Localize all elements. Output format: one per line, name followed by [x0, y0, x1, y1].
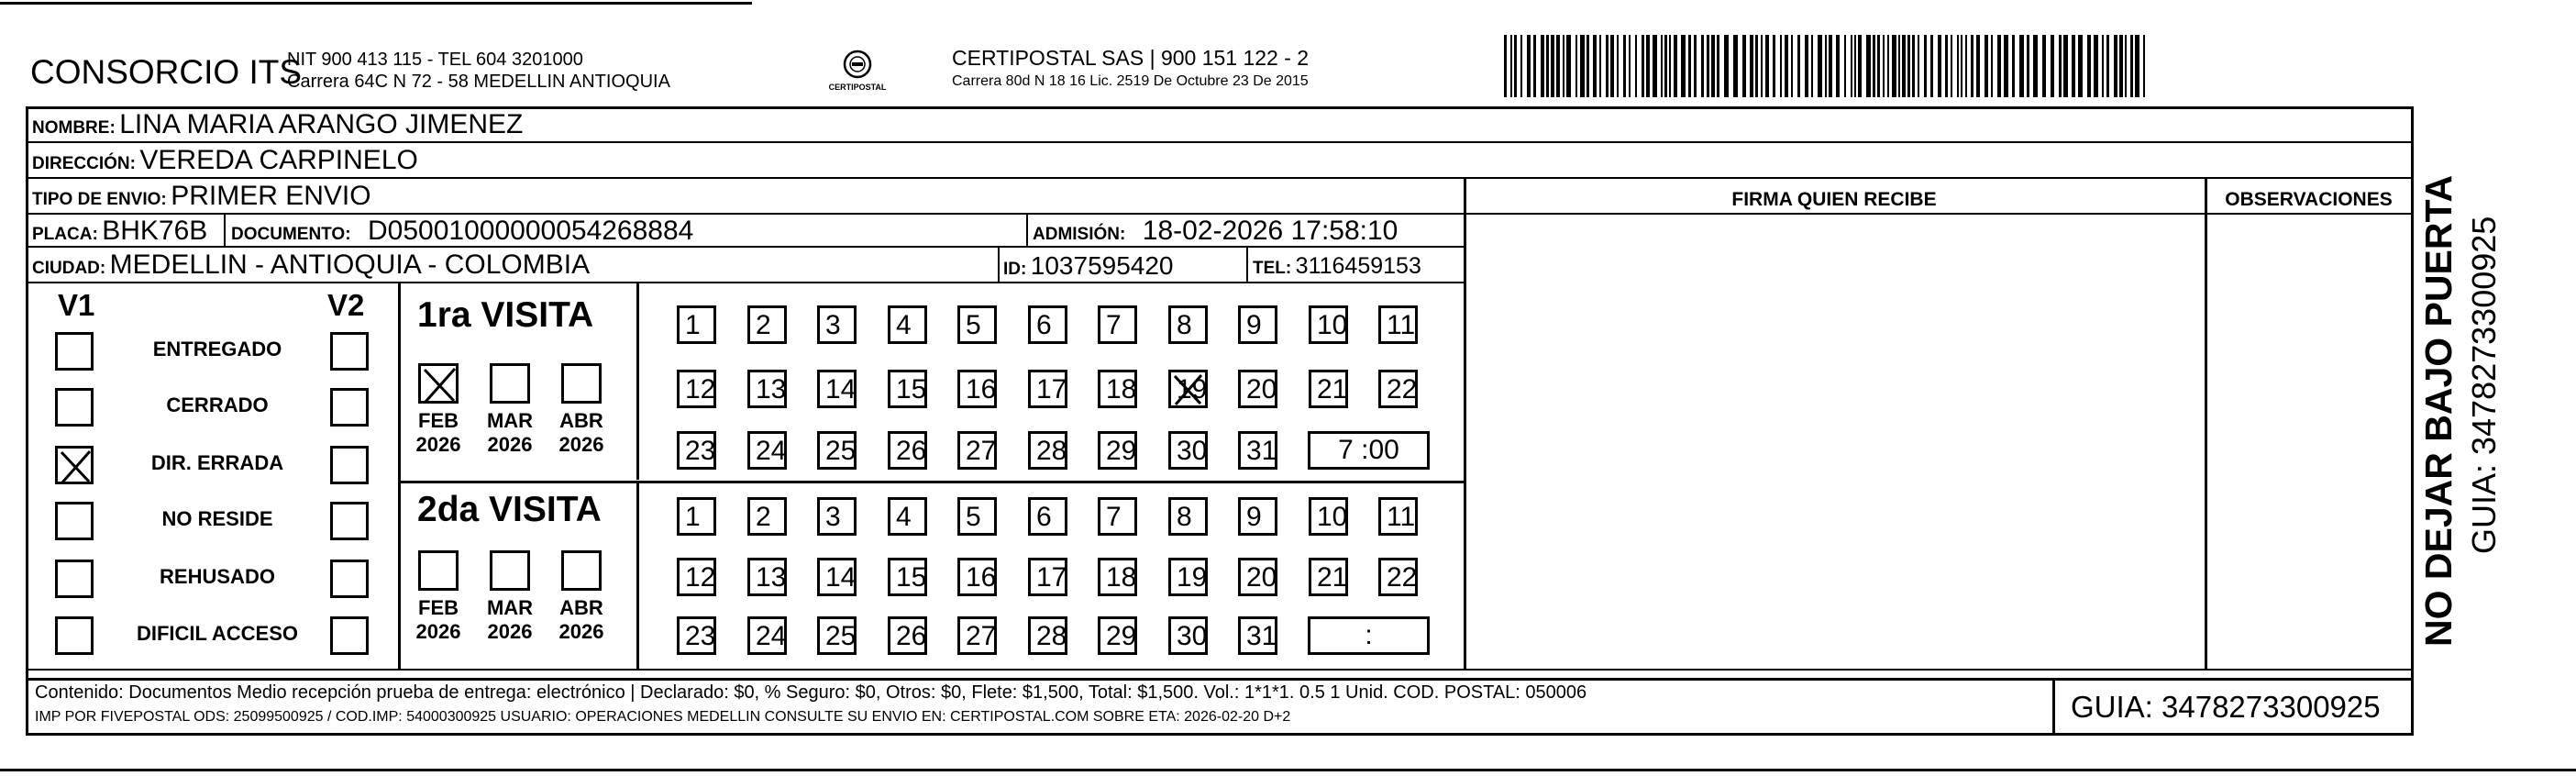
- day-box[interactable]: [957, 558, 997, 596]
- day-number: 12: [685, 562, 716, 593]
- month-name: ABR: [559, 596, 603, 619]
- name-value: LINA MARIA ARANGO JIMENEZ: [119, 109, 524, 139]
- status-label: DIR. ERRADA: [150, 451, 284, 474]
- day-box[interactable]: [677, 497, 716, 536]
- day-box[interactable]: [957, 497, 997, 536]
- day-box[interactable]: [1098, 305, 1137, 344]
- day-number: 18: [1106, 374, 1137, 405]
- day-number: 8: [1177, 502, 1192, 532]
- day-number: 13: [756, 374, 787, 405]
- id-label: ID:: [1003, 260, 1027, 279]
- day-number: 10: [1317, 502, 1348, 532]
- day-number: 30: [1177, 621, 1208, 651]
- day-number: 22: [1387, 374, 1418, 405]
- month-name: MAR: [486, 409, 534, 432]
- document-label: DOCUMENTO:: [231, 225, 351, 244]
- day-number: 6: [1036, 502, 1052, 532]
- footer-line-1: Contenido: Documentos Medio recepción prueba de entrega: electrónico | Declarado: $0, % Seguro: $0, Otros: $0, Flete: $1,500, Total: $1,500. Vol.: 1*1*1. 0.5 1 Unid. COD. POSTAL: 050006: [35, 682, 1587, 703]
- first-visit-title: 1ra VISITA: [417, 295, 594, 335]
- month-name: ABR: [559, 409, 603, 432]
- day-box[interactable]: [677, 616, 716, 655]
- id-value: 1037595420: [1030, 251, 1174, 280]
- month-year: 2026: [415, 433, 461, 456]
- v1-checkbox[interactable]: [55, 388, 94, 427]
- day-box[interactable]: [1309, 497, 1348, 536]
- day-number: 20: [1246, 374, 1277, 405]
- day-number: 9: [1246, 310, 1262, 340]
- month-checkbox[interactable]: [490, 550, 530, 591]
- day-box[interactable]: [1168, 431, 1208, 470]
- day-box[interactable]: [1238, 431, 1277, 470]
- logo-caption: CERTIPOSTAL: [828, 83, 887, 92]
- second-visit-title: 2da VISITA: [417, 490, 602, 529]
- tel-label: TEL:: [1253, 259, 1292, 278]
- day-box[interactable]: [888, 370, 927, 408]
- admission-label: ADMISIÓN:: [1033, 225, 1126, 244]
- day-box[interactable]: [957, 616, 997, 655]
- day-box[interactable]: [1098, 497, 1137, 536]
- day-box[interactable]: [1098, 370, 1137, 408]
- day-number: 18: [1106, 562, 1137, 593]
- day-number: 16: [966, 374, 997, 405]
- day-box[interactable]: [677, 370, 716, 408]
- shipment-label: TIPO DE ENVIO:: [32, 190, 167, 209]
- observations-header: OBSERVACIONES: [2225, 189, 2393, 210]
- day-box[interactable]: [1098, 616, 1137, 655]
- v2-checkbox[interactable]: [330, 560, 369, 598]
- day-number: 13: [756, 562, 787, 593]
- day-number: 1: [685, 502, 701, 532]
- footer-guia: GUIA: 3478273300925: [2071, 690, 2381, 724]
- plate-value: BHK76B: [102, 216, 208, 246]
- admission-value: 18-02-2026 17:58:10: [1142, 216, 1399, 246]
- month-checkbox[interactable]: [418, 550, 459, 591]
- month-label: [412, 596, 465, 644]
- day-box[interactable]: [1028, 558, 1067, 596]
- footer-line-2: IMP POR FIVEPOSTAL ODS: 25099500925 / COD.IMP: 54000300925 USUARIO: OPERACIONES MEDELLIN CONSULTE SU ENVIO EN: CERTIPOSTAL.COM SOBRE ETA: 2026-02-20 D+2: [35, 709, 1291, 725]
- day-box[interactable]: [1378, 305, 1418, 344]
- day-box[interactable]: [677, 305, 716, 344]
- side-warning: NO DEJAR BAJO PUERTA: [2417, 174, 2460, 647]
- day-box[interactable]: [957, 305, 997, 344]
- day-number: 2: [756, 310, 771, 340]
- day-box[interactable]: [747, 370, 787, 408]
- month-year: 2026: [415, 620, 461, 643]
- address-value: VEREDA CARPINELO: [139, 145, 418, 175]
- top-rule: [0, 2, 752, 5]
- day-box[interactable]: [1238, 558, 1277, 596]
- day-box[interactable]: [1168, 558, 1208, 596]
- v2-checkbox[interactable]: [330, 616, 369, 655]
- day-number: 12: [685, 374, 716, 405]
- day-number: 24: [756, 436, 787, 466]
- shipment-value: PRIMER ENVIO: [171, 181, 371, 211]
- v1-checkbox[interactable]: [55, 332, 94, 371]
- day-number: 29: [1106, 621, 1137, 651]
- day-box[interactable]: [1168, 497, 1208, 536]
- day-box[interactable]: [1098, 558, 1137, 596]
- day-number: 21: [1317, 562, 1348, 593]
- day-box[interactable]: [1309, 370, 1348, 408]
- name-row: [32, 109, 523, 140]
- day-box[interactable]: [1028, 497, 1067, 536]
- day-box[interactable]: [677, 558, 716, 596]
- day-box[interactable]: [1168, 305, 1208, 344]
- day-box[interactable]: [817, 558, 857, 596]
- month-year: 2026: [487, 620, 533, 643]
- tel-cell: [1253, 253, 1421, 280]
- day-box[interactable]: [1028, 305, 1067, 344]
- day-box[interactable]: [817, 370, 857, 408]
- day-box[interactable]: [957, 431, 997, 470]
- day-number: 27: [966, 436, 997, 466]
- day-number: 11: [1387, 310, 1416, 340]
- city-label: CIUDAD:: [32, 259, 106, 278]
- day-number: 1: [685, 310, 701, 340]
- first-visit-time: 7 :00: [1338, 435, 1399, 465]
- day-box[interactable]: [677, 431, 716, 470]
- plate-cell: [32, 216, 207, 247]
- day-number: 14: [825, 562, 857, 593]
- day-number: 17: [1036, 562, 1067, 593]
- day-box[interactable]: [1098, 431, 1137, 470]
- document-value: D05001000000054268884: [368, 216, 694, 246]
- day-box[interactable]: [888, 305, 927, 344]
- day-number: 29: [1106, 436, 1137, 466]
- day-box[interactable]: [1238, 616, 1277, 655]
- plate-label: PLACA:: [32, 225, 98, 244]
- company-line-2: Carrera 64C N 72 - 58 MEDELLIN ANTIOQUIA: [287, 72, 670, 92]
- day-number: 24: [756, 621, 787, 651]
- month-label: [483, 409, 536, 457]
- day-box[interactable]: [1378, 370, 1418, 408]
- day-number: 8: [1177, 310, 1192, 340]
- document-cell: [231, 216, 693, 247]
- day-box[interactable]: [1168, 370, 1208, 408]
- v2-checkbox[interactable]: [330, 502, 369, 540]
- month-name: FEB: [418, 596, 459, 619]
- day-number: 23: [685, 436, 716, 466]
- v1-label: V1: [58, 288, 95, 322]
- month-year: 2026: [558, 433, 604, 456]
- company-line-1: NIT 900 413 115 - TEL 604 3201000: [287, 50, 583, 70]
- day-box[interactable]: [1238, 305, 1277, 344]
- day-box[interactable]: [1168, 616, 1208, 655]
- day-box[interactable]: [817, 497, 857, 536]
- day-box[interactable]: [747, 305, 787, 344]
- month-label: [555, 409, 608, 457]
- v1-checkbox[interactable]: [55, 502, 94, 540]
- day-number: 23: [685, 621, 716, 651]
- month-label: [555, 596, 608, 644]
- day-number: 15: [896, 374, 927, 405]
- day-number: 31: [1246, 436, 1277, 466]
- month-checkbox[interactable]: [490, 363, 530, 404]
- day-box[interactable]: [1378, 497, 1418, 536]
- day-box[interactable]: [888, 431, 927, 470]
- day-number: 2: [756, 502, 771, 532]
- day-number: 26: [896, 621, 927, 651]
- certipostal-logo: [830, 44, 885, 99]
- day-number: 14: [825, 374, 857, 405]
- month-year: 2026: [487, 433, 533, 456]
- v2-label: V2: [327, 288, 365, 322]
- day-box[interactable]: [747, 431, 787, 470]
- day-number: 11: [1387, 502, 1416, 532]
- status-label: REHUSADO: [160, 565, 275, 588]
- day-box[interactable]: [888, 558, 927, 596]
- day-number: 7: [1106, 310, 1122, 340]
- day-box[interactable]: [1028, 431, 1067, 470]
- id-cell: [1003, 251, 1174, 281]
- day-box[interactable]: [1378, 558, 1418, 596]
- barcode: [1504, 35, 2155, 99]
- day-number: 25: [825, 436, 857, 466]
- day-box[interactable]: [817, 305, 857, 344]
- day-number: 20: [1246, 562, 1277, 593]
- status-label: CERRADO: [166, 394, 269, 416]
- city-value: MEDELLIN - ANTIOQUIA - COLOMBIA: [109, 249, 591, 280]
- month-label: [412, 409, 465, 457]
- day-number: 22: [1387, 562, 1418, 593]
- day-box[interactable]: [1238, 370, 1277, 408]
- v1-checkbox[interactable]: [55, 560, 94, 598]
- month-label: [483, 596, 536, 644]
- v2-checkbox[interactable]: [330, 446, 369, 484]
- day-box[interactable]: [817, 616, 857, 655]
- day-number: 19: [1177, 562, 1208, 593]
- day-number: 4: [896, 310, 912, 340]
- day-box[interactable]: [1028, 370, 1067, 408]
- day-box[interactable]: [888, 616, 927, 655]
- status-label: ENTREGADO: [152, 338, 282, 360]
- signature-header: FIRMA QUIEN RECIBE: [1731, 189, 1937, 210]
- status-label: DIFICIL ACCESO: [136, 622, 298, 645]
- status-label: NO RESIDE: [161, 507, 273, 530]
- day-number: 3: [825, 310, 841, 340]
- day-box[interactable]: [747, 497, 787, 536]
- day-number: 16: [966, 562, 997, 593]
- day-number: 31: [1246, 621, 1277, 651]
- day-box[interactable]: [747, 558, 787, 596]
- v2-checkbox[interactable]: [330, 332, 369, 371]
- month-checkbox[interactable]: [561, 550, 602, 591]
- month-name: MAR: [486, 596, 534, 619]
- day-number: 4: [896, 502, 912, 532]
- address-row: [32, 145, 418, 176]
- day-box[interactable]: [1238, 497, 1277, 536]
- day-number: 10: [1317, 310, 1348, 340]
- day-number: 9: [1246, 502, 1262, 532]
- day-box[interactable]: [817, 431, 857, 470]
- v2-checkbox[interactable]: [330, 388, 369, 427]
- side-guia: GUIA: 3478273300925: [2465, 216, 2503, 554]
- day-number: 28: [1036, 621, 1067, 651]
- v1-checkbox[interactable]: [55, 446, 94, 484]
- day-number: 5: [966, 502, 981, 532]
- first-visit-time-box[interactable]: [1308, 431, 1430, 470]
- month-year: 2026: [558, 620, 604, 643]
- company-name: CONSORCIO ITS: [30, 53, 303, 91]
- day-number: 5: [966, 310, 981, 340]
- month-checkbox[interactable]: [561, 363, 602, 404]
- second-visit-time-box[interactable]: [1308, 616, 1430, 655]
- day-number: 30: [1177, 436, 1208, 466]
- month-name: FEB: [418, 409, 459, 432]
- day-box[interactable]: [747, 616, 787, 655]
- day-number: 17: [1036, 374, 1067, 405]
- courier-line-1: CERTIPOSTAL SAS | 900 151 122 - 2: [952, 46, 1310, 70]
- day-number: 19: [1177, 374, 1208, 405]
- month-checkbox[interactable]: [418, 363, 459, 404]
- tel-value: 3116459153: [1295, 253, 1421, 279]
- day-number: 7: [1106, 502, 1122, 532]
- day-box[interactable]: [1309, 305, 1348, 344]
- day-number: 6: [1036, 310, 1052, 340]
- day-number: 15: [896, 562, 927, 593]
- day-number: 3: [825, 502, 841, 532]
- day-box[interactable]: [1028, 616, 1067, 655]
- day-number: 26: [896, 436, 927, 466]
- admission-cell: [1033, 216, 1398, 247]
- second-visit-time: :: [1365, 620, 1373, 650]
- day-box[interactable]: [888, 497, 927, 536]
- day-number: 25: [825, 621, 857, 651]
- name-label: NOMBRE:: [32, 118, 116, 138]
- day-box[interactable]: [957, 370, 997, 408]
- v1-checkbox[interactable]: [55, 616, 94, 655]
- courier-line-2: Carrera 80d N 18 16 Lic. 2519 De Octubre 23 De 2015: [952, 73, 1309, 89]
- day-number: 28: [1036, 436, 1067, 466]
- city-cell: [32, 249, 590, 281]
- day-box[interactable]: [1309, 558, 1348, 596]
- day-number: 27: [966, 621, 997, 651]
- address-label: DIRECCIÓN:: [32, 154, 136, 173]
- shipment-row: [32, 181, 371, 212]
- day-number: 21: [1317, 374, 1348, 405]
